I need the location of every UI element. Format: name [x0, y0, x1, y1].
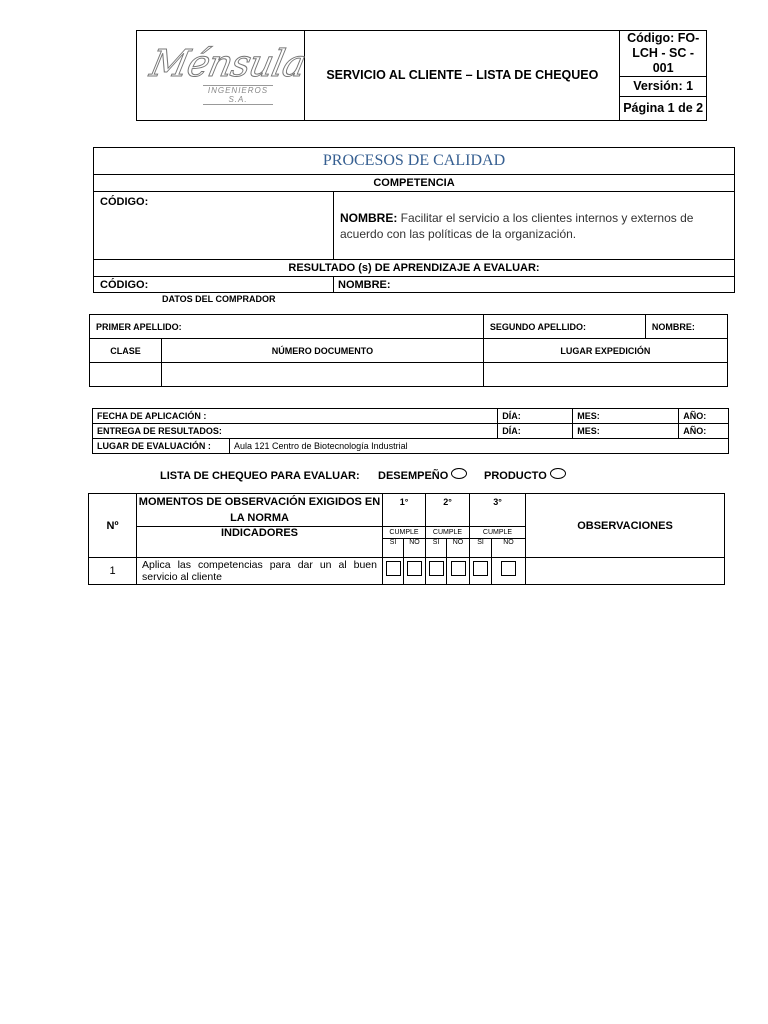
momento-3-header: 3° [470, 494, 526, 527]
producto-radio-icon[interactable] [550, 468, 566, 479]
desempeno-radio-icon[interactable] [451, 468, 467, 479]
entrega-resultados-label: ENTREGA DE RESULTADOS: [93, 424, 498, 439]
si-1: SI [383, 539, 404, 558]
ano-field-2[interactable]: AÑO: [679, 424, 729, 439]
dia-field[interactable]: DÍA: [498, 409, 573, 424]
document-page: Página 1 de 2 [620, 97, 707, 121]
si-2: SI [426, 539, 447, 558]
nombre-label: NOMBRE: [340, 210, 398, 225]
checkbox-icon[interactable] [407, 561, 422, 576]
checkbox-3-si[interactable] [470, 558, 492, 585]
checkbox-1-si[interactable] [383, 558, 404, 585]
si-3: SI [470, 539, 492, 558]
lugar-evaluacion-value[interactable]: Aula 121 Centro de Biotecnología Industrial [230, 439, 729, 454]
indicadores-header: INDICADORES [137, 527, 383, 558]
nombre-field[interactable]: NOMBRE: [645, 315, 727, 339]
nombre2-cell[interactable]: NOMBRE: [334, 277, 735, 293]
document-title: SERVICIO AL CLIENTE – LISTA DE CHEQUEO [305, 31, 620, 121]
primer-apellido-field[interactable]: PRIMER APELLIDO: [90, 315, 484, 339]
mes-field[interactable]: MES: [573, 409, 679, 424]
competencia-bar: COMPETENCIA [94, 175, 735, 192]
lugar-expedicion-header: LUGAR EXPEDICIÓN [483, 339, 727, 363]
checklist-table [88, 493, 725, 585]
dia-field-2[interactable]: DÍA: [498, 424, 573, 439]
no-header: Nº [89, 494, 137, 558]
checkbox-icon[interactable] [451, 561, 466, 576]
document-version: Versión: 1 [620, 77, 707, 97]
checkbox-3-no[interactable] [492, 558, 526, 585]
checkbox-icon[interactable] [429, 561, 444, 576]
procesos-title: PROCESOS DE CALIDAD [94, 148, 735, 175]
numero-documento-input[interactable] [162, 363, 484, 387]
comprador-table [89, 314, 728, 387]
observaciones-input[interactable] [526, 558, 725, 585]
row-number: 1 [89, 558, 137, 585]
procesos-table [93, 147, 735, 293]
clase-input[interactable] [90, 363, 162, 387]
observaciones-header: OBSERVACIONES [526, 494, 725, 558]
checkbox-icon[interactable] [501, 561, 516, 576]
segundo-apellido-field[interactable]: SEGUNDO APELLIDO: [483, 315, 645, 339]
cumple-3: CUMPLE [470, 527, 526, 539]
momentos-header: MOMENTOS DE OBSERVACIÓN EXIGIDOS EN LA NORMA [137, 494, 383, 527]
desempeno-option[interactable]: DESEMPEÑO [378, 470, 467, 482]
checkbox-2-no[interactable] [447, 558, 470, 585]
fecha-aplicacion-label: FECHA DE APLICACIÓN : [93, 409, 498, 424]
checkbox-1-no[interactable] [404, 558, 426, 585]
lugar-evaluacion-label: LUGAR DE EVALUACIÓN : [93, 439, 230, 454]
document-header [136, 30, 707, 121]
company-logo: Ménsula INGENIEROS S.A. [137, 31, 305, 121]
checkbox-icon[interactable] [386, 561, 401, 576]
cumple-1: CUMPLE [383, 527, 426, 539]
lugar-expedicion-input[interactable] [483, 363, 727, 387]
lista-heading: LISTA DE CHEQUEO PARA EVALUAR: [160, 470, 360, 482]
codigo-cell[interactable] [94, 192, 334, 260]
mes-field-2[interactable]: MES: [573, 424, 679, 439]
table-row [89, 558, 725, 585]
numero-documento-header: NÚMERO DOCUMENTO [162, 339, 484, 363]
producto-option[interactable]: PRODUCTO [484, 470, 566, 482]
codigo-label: CÓDIGO: [100, 196, 149, 208]
cumple-2: CUMPLE [426, 527, 470, 539]
comprador-heading: DATOS DEL COMPRADOR [162, 294, 276, 304]
no-2: NO [447, 539, 470, 558]
checkbox-icon[interactable] [473, 561, 488, 576]
ano-field[interactable]: AÑO: [679, 409, 729, 424]
document-code: Código: FO-LCH - SC - 001 [620, 31, 707, 77]
no-3: NO [492, 539, 526, 558]
fechas-table [92, 408, 729, 454]
no-1: NO [404, 539, 426, 558]
momento-1-header: 1° [383, 494, 426, 527]
clase-header: CLASE [90, 339, 162, 363]
nombre-text: Facilitar el servicio a los clientes internos y externos de acuerdo con las políticas de la organización. [340, 210, 694, 241]
codigo2-cell[interactable]: CÓDIGO: [94, 277, 334, 293]
row-indicator: Aplica las competencias para dar un al buen servicio al cliente [137, 558, 383, 585]
resultado-bar: RESULTADO (s) DE APRENDIZAJE A EVALUAR: [94, 260, 735, 277]
nombre-cell[interactable] [334, 192, 735, 260]
checkbox-2-si[interactable] [426, 558, 447, 585]
momento-2-header: 2° [426, 494, 470, 527]
